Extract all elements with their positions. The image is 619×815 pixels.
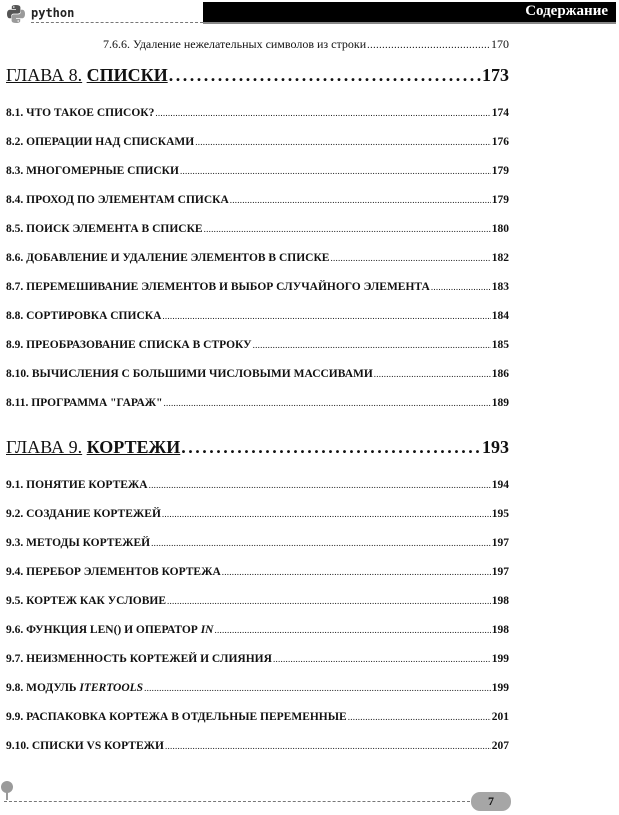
toc-entry-label (6, 624, 213, 636)
toc-section-8-11[interactable] (6, 397, 509, 409)
toc-entry-page: 194 (491, 479, 509, 491)
toc-entry-page: 189 (491, 397, 509, 409)
toc-section-8-1[interactable] (6, 107, 509, 119)
toc-entry-label: 9.9. РАСПАКОВКА КОРТЕЖА В ОТДЕЛЬНЫЕ ПЕРЕМЕННЫЕ (6, 711, 347, 723)
toc-entry-page: 184 (491, 310, 509, 322)
dot-leader (330, 252, 490, 264)
toc-section-9-8[interactable] (6, 682, 509, 694)
toc-section-8-5[interactable] (6, 223, 509, 235)
dot-leader (367, 37, 490, 52)
toc-entry-label: 9.2. СОЗДАНИЕ КОРТЕЖЕЙ (6, 508, 161, 520)
dot-leader (222, 566, 491, 578)
toc-section-8-8[interactable] (6, 310, 509, 322)
toc-entry-label: 9.10. СПИСКИ VS КОРТЕЖИ (6, 740, 164, 752)
toc-entry-page: 195 (491, 508, 509, 520)
toc-section-8-6[interactable] (6, 252, 509, 264)
toc-entry-page: 176 (491, 136, 509, 148)
dot-leader (151, 537, 491, 549)
dot-leader (169, 65, 481, 86)
dot-leader (162, 310, 490, 322)
toc-entry-page: 170 (491, 37, 509, 51)
toc-section-9-6[interactable] (6, 624, 509, 636)
dot-leader (181, 437, 481, 458)
chapter-heading (6, 65, 168, 86)
toc-entry-page: 198 (491, 595, 509, 607)
toc-entry-page: 180 (491, 223, 509, 235)
chapter-page: 173 (482, 65, 509, 85)
dot-leader (165, 740, 491, 752)
toc-section-8-4[interactable] (6, 194, 509, 206)
toc-section-8-2[interactable] (6, 136, 509, 148)
toc-entry-label-main: 9.6. ФУНКЦИЯ LEN() И ОПЕРАТОР (6, 624, 201, 636)
dot-leader (144, 682, 491, 694)
dot-leader (230, 194, 491, 206)
toc-section-9-2[interactable] (6, 508, 509, 520)
toc-entry-label: 8.6. ДОБАВЛЕНИЕ И УДАЛЕНИЕ ЭЛЕМЕНТОВ В СПИСКЕ (6, 252, 330, 264)
chapter-name: СПИСКИ (86, 65, 168, 85)
header-title-bar (203, 2, 616, 24)
toc-entry-label: 8.3. МНОГОМЕРНЫЕ СПИСКИ (6, 165, 179, 177)
dot-leader (214, 624, 490, 636)
toc-entry-label (6, 682, 143, 694)
toc-entry-page: 174 (491, 107, 509, 119)
toc-entry-label-italic: IN (200, 624, 214, 636)
dot-leader (195, 136, 491, 148)
toc-entry-label: 8.8. СОРТИРОВКА СПИСКА (6, 310, 162, 322)
dot-leader (374, 368, 491, 380)
dot-leader (204, 223, 491, 235)
toc-section-9-10[interactable] (6, 740, 509, 752)
toc-entry-label-italic: ITERTOOLS (79, 682, 144, 694)
brand-label: python (31, 6, 75, 20)
toc-section-8-10[interactable] (6, 368, 509, 380)
dot-leader (273, 653, 491, 665)
toc-entry-label: 8.9. ПРЕОБРАЗОВАНИЕ СПИСКА В СТРОКУ (6, 339, 252, 351)
dot-leader (167, 595, 491, 607)
chapter-heading (6, 437, 180, 458)
toc-entry-label: 9.7. НЕИЗМЕННОСТЬ КОРТЕЖЕЙ И СЛИЯНИЯ (6, 653, 272, 665)
chapter-name: КОРТЕЖИ (86, 437, 181, 457)
toc-entry-label: 8.1. ЧТО ТАКОЕ СПИСОК? (6, 107, 155, 119)
toc-entry-page: 182 (491, 252, 509, 264)
header-divider (31, 22, 203, 23)
toc-entry-label: 8.11. ПРОГРАММА "ГАРАЖ" (6, 397, 163, 409)
toc-chapter-9[interactable] (6, 437, 509, 458)
toc-section-8-9[interactable] (6, 339, 509, 351)
python-logo-icon (6, 4, 26, 24)
dot-leader (253, 339, 491, 351)
dot-leader (348, 711, 491, 723)
toc-entry-label: 9.5. КОРТЕЖ КАК УСЛОВИЕ (6, 595, 166, 607)
toc-entry-page: 199 (491, 653, 509, 665)
toc-entry-page: 185 (491, 339, 509, 351)
toc-entry-label: 7.6.6. Удаление нежелательных символов из строки (103, 37, 367, 51)
toc-entry-label: 9.1. ПОНЯТИЕ КОРТЕЖА (6, 479, 148, 491)
chapter-prefix: ГЛАВА 9. (6, 437, 83, 457)
toc-chapter-8[interactable] (6, 65, 509, 86)
toc-section-9-9[interactable] (6, 711, 509, 723)
toc-entry-page: 198 (491, 624, 509, 636)
dot-leader (431, 281, 491, 293)
dot-leader (180, 165, 491, 177)
page-header (0, 0, 619, 28)
footer-divider (4, 801, 470, 802)
dot-leader (162, 508, 491, 520)
toc-entry-label: 8.5. ПОИСК ЭЛЕМЕНТА В СПИСКЕ (6, 223, 203, 235)
toc-entry-page: 179 (491, 194, 509, 206)
dot-leader (155, 107, 490, 119)
toc-entry-page: 199 (491, 682, 509, 694)
toc-entry-label: 9.3. МЕТОДЫ КОРТЕЖЕЙ (6, 537, 151, 549)
toc-entry-page: 207 (491, 740, 509, 752)
toc-subsection-entry[interactable] (103, 37, 509, 52)
toc-entry-label: 8.4. ПРОХОД ПО ЭЛЕМЕНТАМ СПИСКА (6, 194, 229, 206)
toc-entry-page: 183 (491, 281, 509, 293)
toc-entry-label: 8.2. ОПЕРАЦИИ НАД СПИСКАМИ (6, 136, 195, 148)
toc-entry-label-main: 9.8. МОДУЛЬ (6, 682, 80, 694)
toc-section-8-7[interactable] (6, 281, 509, 293)
toc-entry-page: 197 (491, 566, 509, 578)
toc-section-9-3[interactable] (6, 537, 509, 549)
footer-stem (6, 792, 8, 800)
page-number-badge: 7 (471, 792, 511, 811)
toc-entry-page: 186 (491, 368, 509, 380)
page-title: Содержание (525, 3, 608, 19)
toc-entry-label: 8.10. ВЫЧИСЛЕНИЯ С БОЛЬШИМИ ЧИСЛОВЫМИ МАССИВАМИ (6, 368, 373, 380)
toc-section-9-1[interactable] (6, 479, 509, 491)
chapter-prefix: ГЛАВА 8. (6, 65, 83, 85)
toc-entry-page: 201 (491, 711, 509, 723)
toc-entry-page: 179 (491, 165, 509, 177)
toc-entry-label: 8.7. ПЕРЕМЕШИВАНИЕ ЭЛЕМЕНТОВ И ВЫБОР СЛУЧАЙНОГО ЭЛЕМЕНТА (6, 281, 430, 293)
dot-leader (149, 479, 491, 491)
toc-entry-label: 9.4. ПЕРЕБОР ЭЛЕМЕНТОВ КОРТЕЖА (6, 566, 221, 578)
toc-section-9-5[interactable] (6, 595, 509, 607)
dot-leader (164, 397, 491, 409)
chapter-page: 193 (482, 437, 509, 457)
toc-section-9-4[interactable] (6, 566, 509, 578)
toc-entry-page: 197 (491, 537, 509, 549)
toc-section-9-7[interactable] (6, 653, 509, 665)
toc-section-8-3[interactable] (6, 165, 509, 177)
